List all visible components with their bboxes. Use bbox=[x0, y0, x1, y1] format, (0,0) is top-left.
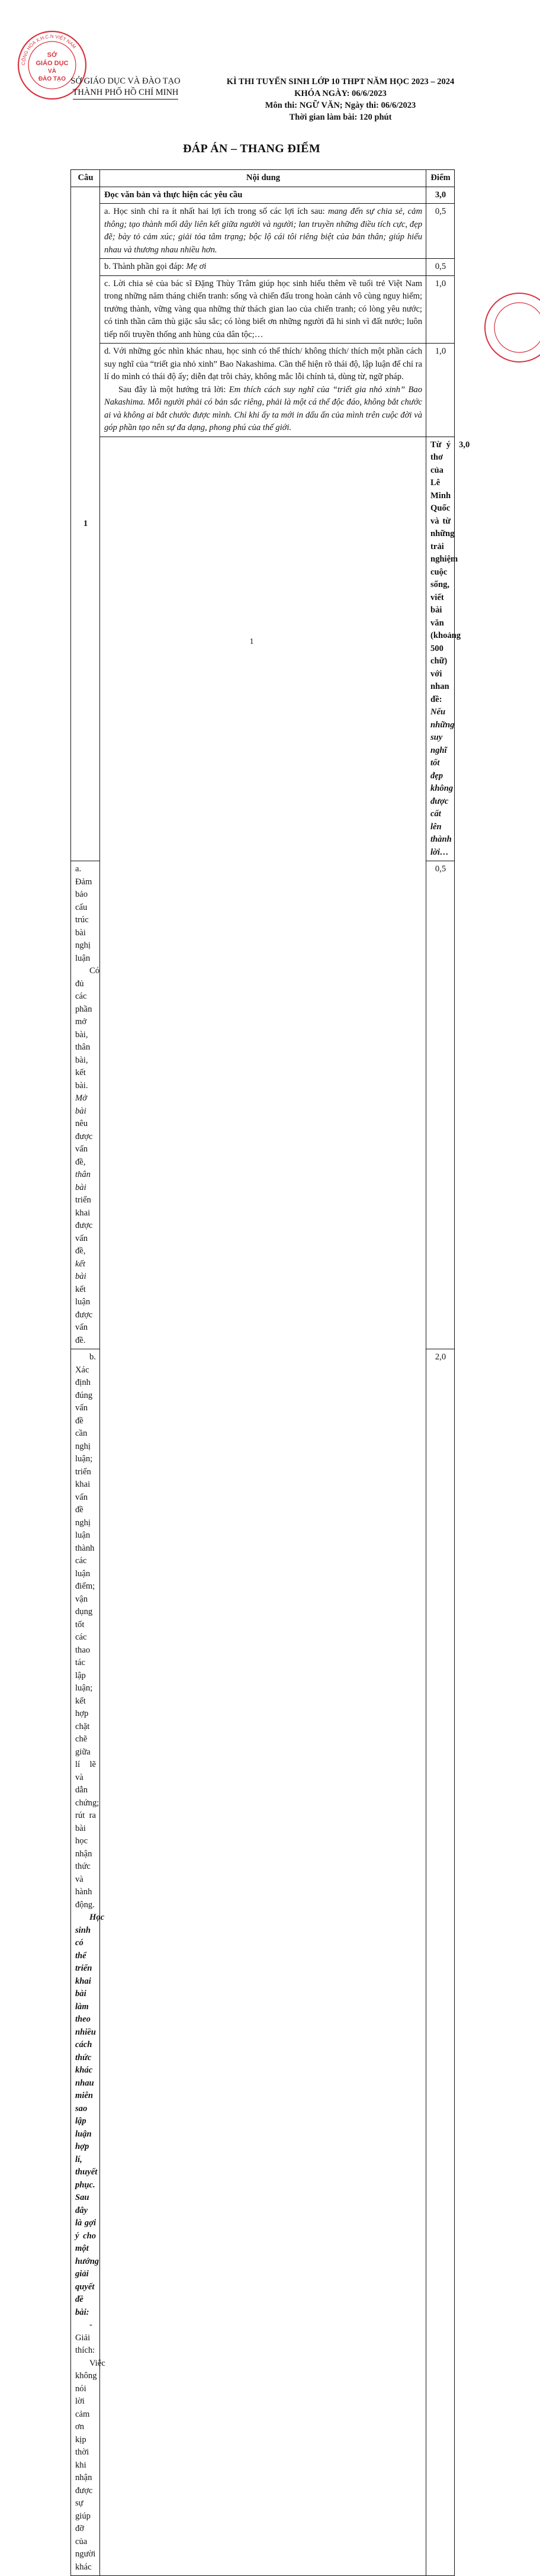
q1-c-score: 1,0 bbox=[426, 275, 455, 344]
svg-text:VÀ: VÀ bbox=[48, 68, 56, 75]
svg-text:SỞ: SỞ bbox=[47, 52, 57, 59]
q1-heading-score: 3,0 bbox=[426, 187, 455, 204]
header-score: Điểm bbox=[426, 170, 455, 187]
svg-text:ĐÀO TẠO: ĐÀO TẠO bbox=[38, 76, 66, 82]
page-title: ĐÁP ÁN – THANG ĐIỂM bbox=[182, 142, 320, 155]
q2-a-t1: Có đủ các phần mở bài, thân bài, kết bài. bbox=[75, 966, 100, 1090]
q2-heading bbox=[426, 437, 461, 861]
exam-info bbox=[204, 76, 477, 123]
q1-b bbox=[100, 259, 426, 276]
q2-a-t4: kết luận được vấn đề. bbox=[75, 1284, 93, 1345]
table-row: Từ ý thơ của Lê Minh Quốc và từ những trải nghiệm cuộc sống, viết bài văn (khoảng 500 chữ) với nhan đề: Nếu những suy nghĩ tốt đẹp không được cất lên thành lời… 3,0 bbox=[71, 437, 455, 861]
q2-a-title: a. Đảm bảo cấu trúc bài nghị luận bbox=[75, 864, 92, 963]
q2-a-score: 0,5 bbox=[426, 861, 455, 1349]
org-line-2: THÀNH PHỐ HỒ CHÍ MINH bbox=[73, 87, 179, 100]
question-2-number bbox=[100, 437, 426, 2576]
q1-d-score: 1,0 bbox=[426, 344, 455, 437]
q1-a-answer: mang đến sự chia sẻ, cảm thông; tạo thành mối dây liên kết giữa người và người; lan truyền những điều tích cực, đẹp đẽ; bày tỏ cảm xúc; giải tỏa tâm trạng; bộc lộ cái tôi riêng biệt của bản thân; giúp hiểu nhau và thương nhau nhiều hơn. bbox=[104, 207, 422, 255]
q1-d-sample: Em thích cách suy nghĩ của “triết gia nhỏ xinh” Bao Nakashima. Mỗi người phải có bản sắc riêng, phải là một cá thể độc đáo, không bắt chước ai và không ai bắt chước được mình. Chỉ khi ấy ta mới in dấu ấn của mình trên cuộc đời và góp phần tạo nên sự đa dạng, phong phú của thế giới. bbox=[104, 384, 422, 432]
exam-subject: Môn thi: NGỮ VĂN; Ngày thi: 06/6/2023 bbox=[265, 101, 416, 110]
issuing-organization bbox=[66, 76, 185, 100]
q2-b-score: 2,0 bbox=[426, 1349, 455, 2576]
header-question: Câu bbox=[71, 170, 100, 187]
table-row bbox=[71, 259, 455, 276]
exam-duration: Thời gian làm bài: 120 phút bbox=[289, 113, 392, 122]
q2-a-t3: triển khai được vấn đề, bbox=[75, 1195, 93, 1256]
q1-d-text: d. Với những góc nhìn khác nhau, học sinh có thể thích/ không thích/ thích một phần cách suy nghĩ của “triết gia nhỏ xinh” Bao Nakashima. Cần thể hiện rõ thái độ, lập luận để chỉ ra lí do mình có thái độ ấy; diễn đạt trôi chảy, không mắc lỗi chính tả, dùng từ, ngữ pháp. bbox=[104, 347, 422, 381]
official-seal-edge bbox=[481, 289, 540, 366]
q1-a-prefix: a. Học sinh chỉ ra ít nhất hai lợi ích trong số các lợi ích sau: bbox=[104, 207, 329, 216]
header-content: Nội dung bbox=[100, 170, 426, 187]
table-row bbox=[71, 204, 455, 259]
table-row bbox=[71, 187, 455, 204]
org-line-1: SỞ GIÁO DỤC VÀ ĐÀO TẠO bbox=[70, 76, 181, 86]
q2-a-i3: kết bài bbox=[75, 1259, 86, 1281]
exam-title: KÌ THI TUYỂN SINH LỚP 10 THPT NĂM HỌC 2023 – 2024 bbox=[226, 77, 455, 86]
q1-b-score: 0,5 bbox=[426, 259, 455, 276]
page-number: 1 bbox=[249, 637, 254, 646]
answer-table bbox=[70, 169, 470, 2576]
q1-d bbox=[100, 344, 426, 437]
q2-b-explain-label: - Giải thích: bbox=[75, 2320, 95, 2355]
q1-b-prefix: b. Thành phần gọi đáp: bbox=[104, 262, 187, 271]
q1-c: c. Lời chia sẻ của bác sĩ Đặng Thùy Trâm giúp học sinh hiểu thêm về tuổi trẻ Việt Nam trong những năm tháng chiến tranh: sống và chiến đấu trong hoàn cảnh vô cùng nguy hiểm; trưởng thành, vững vàng qua những thử thách gian lao của chiến tranh; có lòng yêu nước; có tinh thần căm thù giặc sâu sắc; có lòng biết ơn những người đã hi sinh vì đất nước; luôn tiếp nối truyền thống anh hùng của dân tộc;… bbox=[100, 275, 426, 344]
q2-a-i2: thân bài bbox=[75, 1170, 91, 1192]
q2-heading-prefix: Từ ý thơ của Lê Minh Quốc và từ những trải nghiệm cuộc sống, viết bài văn (khoảng 500 chữ) với nhan đề: bbox=[430, 440, 461, 704]
q2-b-note: Học sinh có thể triển khai bài làm theo nhiều cách thức khác nhau miễn sao lập luận hợp lí, thuyết phục. Sau đây là gợi ý cho một hướng giải quyết đề bài: bbox=[75, 1913, 105, 2317]
table-row bbox=[71, 344, 455, 437]
q2-b-text: b. Xác định đúng vấn đề cần nghị luận; triển khai vấn đề nghị luận thành các luận điểm; vận dụng tốt các thao tác lập luận; kết hợp chặt chẽ giữa lí lẽ và dẫn chứng; rút ra bài học nhận thức và hành động. bbox=[75, 1352, 99, 1910]
q1-b-answer: Mẹ ơi bbox=[186, 262, 207, 271]
svg-text:GIÁO DỤC: GIÁO DỤC bbox=[36, 60, 69, 67]
q1-d-sample-prefix: Sau đây là một hướng trả lời: bbox=[118, 384, 229, 394]
q2-a-i1: Mở bài bbox=[75, 1093, 87, 1116]
q1-a-score: 0,5 bbox=[426, 204, 455, 259]
q2-a-t2: nêu được vấn đề, bbox=[75, 1119, 93, 1167]
table-header-row bbox=[71, 170, 455, 187]
q2-heading-title: Nếu những suy nghĩ tốt đẹp không được cất lên thành lời… bbox=[430, 707, 455, 857]
table-row bbox=[71, 275, 455, 344]
q2-b bbox=[71, 1349, 105, 2576]
question-number: 1 bbox=[71, 187, 100, 861]
exam-date: KHÓA NGÀY: 06/6/2023 bbox=[294, 89, 387, 98]
q1-heading: Đọc văn bản và thực hiện các yêu cầu bbox=[100, 187, 426, 204]
q1-a bbox=[100, 204, 426, 259]
q2-a bbox=[71, 861, 100, 1349]
svg-text:CỘNG HÒA X.H.C.N VIỆT NAM: CỘNG HÒA X.H.C.N VIỆT NAM bbox=[20, 34, 78, 66]
q2-b-explain-text: Việc không nói lời cảm ơn kịp thời khi nhận được sự giúp đỡ của người khác bbox=[75, 2358, 105, 2572]
